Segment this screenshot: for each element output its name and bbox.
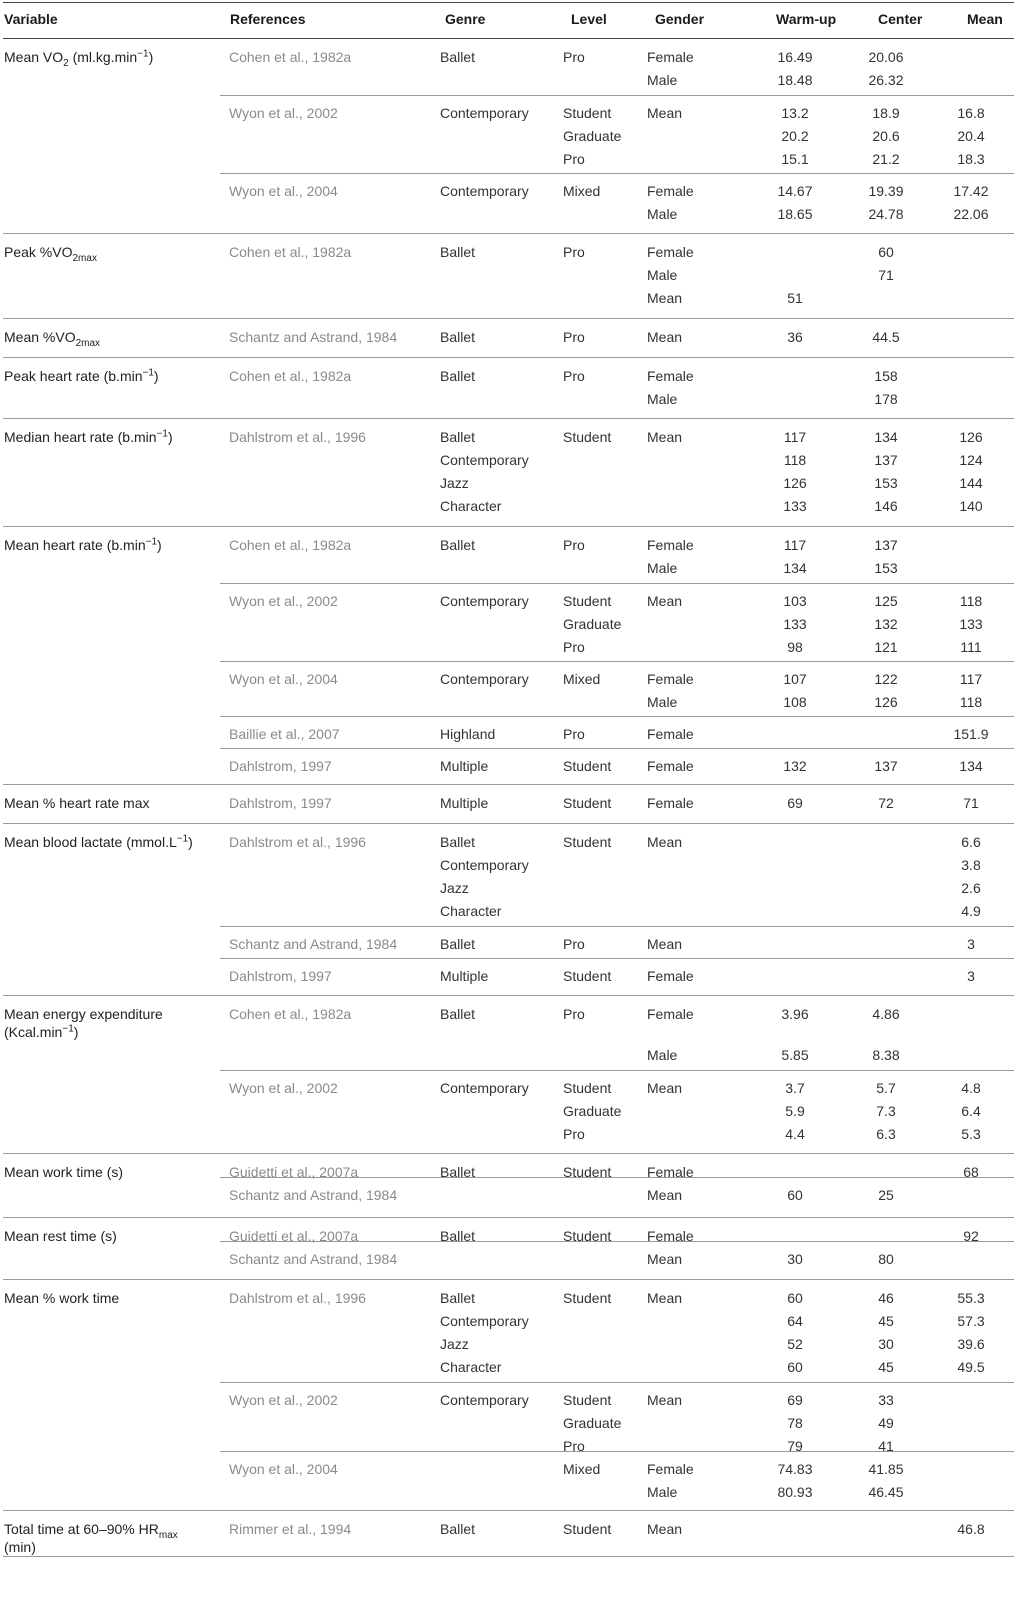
center-cell: 44.5 [872,329,900,345]
genre-cell: Ballet [440,49,476,65]
genre-cell: Contemporary [440,1392,529,1408]
center-cell: 19.39 [868,183,904,199]
warmup-cell: 98 [787,639,803,655]
warmup-cell: 5.9 [785,1103,805,1119]
variable-label: Mean work time (s) [4,1164,124,1180]
warmup-cell: 78 [787,1415,803,1431]
gender-cell: Female [647,671,694,687]
level-cell: Student [563,758,612,774]
center-cell: 122 [874,671,898,687]
genre-cell: Ballet [440,1290,476,1306]
level-cell: Student [563,1228,612,1244]
reference-cell: Dahlstrom, 1997 [229,968,332,984]
reference-cell: Schantz and Astrand, 1984 [229,329,398,345]
mean-cell: 3 [967,968,975,984]
reference-cell: Rimmer et al., 1994 [229,1521,352,1537]
gender-cell: Male [647,267,678,283]
center-cell: 125 [874,593,898,609]
warmup-cell: 74.83 [777,1461,813,1477]
gender-cell: Mean [647,429,683,445]
center-cell: 153 [874,560,898,576]
header-center: Center [878,11,923,27]
mean-cell: 133 [959,616,983,632]
level-cell: Pro [563,936,585,952]
group-divider [3,1510,1014,1511]
gender-cell: Male [647,206,678,222]
level-cell: Student [563,795,612,811]
reference-cell: Cohen et al., 1982a [229,537,352,553]
warmup-cell: 133 [783,616,807,632]
reference-cell: Schantz and Astrand, 1984 [229,1187,398,1203]
gender-cell: Mean [647,1290,683,1306]
level-cell: Pro [563,368,585,384]
gender-cell: Male [647,391,678,407]
variable-label: Mean rest time (s) [4,1228,117,1244]
reference-divider [220,1177,1014,1178]
gender-cell: Female [647,726,694,742]
warmup-cell: 69 [787,795,803,811]
genre-cell: Ballet [440,329,476,345]
center-cell: 178 [874,391,898,407]
mean-cell: 111 [960,639,982,655]
center-cell: 30 [878,1336,894,1352]
center-cell: 24.78 [868,206,904,222]
mean-cell: 71 [963,795,979,811]
gender-cell: Female [647,758,694,774]
warmup-cell: 117 [783,429,807,445]
warmup-cell: 5.85 [781,1047,809,1063]
gender-cell: Female [647,1006,694,1022]
genre-cell: Ballet [440,1521,476,1537]
gender-cell: Mean [647,329,683,345]
gender-cell: Male [647,72,678,88]
gender-cell: Mean [647,1080,683,1096]
level-cell: Pro [563,726,585,742]
genre-cell: Ballet [440,834,476,850]
warmup-cell: 52 [787,1336,803,1352]
warmup-cell: 13.2 [781,105,809,121]
center-cell: 8.38 [872,1047,900,1063]
group-divider [3,357,1014,358]
center-cell: 121 [874,639,898,655]
center-cell: 137 [874,537,898,553]
center-cell: 134 [874,429,898,445]
genre-cell: Highland [440,726,496,742]
genre-cell: Character [440,903,502,919]
genre-cell: Multiple [440,968,489,984]
level-cell: Pro [563,1006,585,1022]
genre-cell: Ballet [440,368,476,384]
warmup-cell: 18.48 [777,72,813,88]
mean-cell: 134 [959,758,983,774]
gender-cell: Female [647,1228,694,1244]
warmup-cell: 117 [783,537,807,553]
center-cell: 26.32 [868,72,904,88]
group-divider [3,418,1014,419]
gender-cell: Mean [647,834,683,850]
variable-label: Mean $\%VO_{2max}$ [4,329,101,349]
mean-cell: 124 [959,452,983,468]
center-cell: 49 [878,1415,894,1431]
warmup-cell: 60 [787,1187,803,1203]
reference-divider [220,958,1014,959]
center-cell: 21.2 [872,151,900,167]
variable-label: Mean energy expenditure $(Kcal.\min^{-1})$ [4,1006,163,1040]
gender-cell: Female [647,795,694,811]
reference-cell: Cohen et al., 1982a [229,1006,352,1022]
genre-cell: Ballet [440,1006,476,1022]
reference-divider [220,173,1014,174]
warmup-cell: 103 [783,593,807,609]
variable-label: Mean blood lactate $(mmol.L^{-1})$ [4,833,193,850]
level-cell: Student [563,1392,612,1408]
reference-cell: Wyon et al., 2004 [229,671,338,687]
level-cell: Student [563,1080,612,1096]
reference-cell: Dahlstrom, 1997 [229,758,332,774]
gender-cell: Mean [647,593,683,609]
mean-cell: 151.9 [953,726,989,742]
variable-label: Mean % work time [4,1290,120,1306]
warmup-cell: 132 [783,758,807,774]
reference-cell: Cohen et al., 1982a [229,368,352,384]
mean-cell: 4.9 [961,903,981,919]
level-cell: Student [563,105,612,121]
mean-cell: 55.3 [957,1290,985,1306]
reference-divider [220,1382,1014,1383]
mean-cell: 117 [959,671,983,687]
warmup-cell: 20.2 [781,128,809,144]
mean-cell: 18.3 [957,151,985,167]
warmup-cell: 60 [787,1290,803,1306]
warmup-cell: 126 [783,475,807,491]
warmup-cell: 108 [783,694,807,710]
table-top-rule [3,2,1014,3]
center-cell: 137 [874,758,898,774]
reference-cell: Dahlstrom, 1997 [229,795,332,811]
mean-cell: 16.8 [957,105,985,121]
center-cell: 80 [878,1251,894,1267]
group-divider [3,995,1014,996]
level-cell: Student [563,834,612,850]
group-divider [3,1153,1014,1154]
mean-cell: 49.5 [957,1359,985,1375]
mean-cell: 4.8 [961,1080,981,1096]
mean-cell: 140 [959,498,983,514]
genre-cell: Contemporary [440,857,529,873]
gender-cell: Male [647,1484,678,1500]
header-mean: Mean [967,11,1003,27]
mean-cell: 3 [967,936,975,952]
center-cell: 153 [874,475,898,491]
genre-cell: Contemporary [440,105,529,121]
gender-cell: Female [647,49,694,65]
reference-divider [220,716,1014,717]
level-cell: Pro [563,537,585,553]
gender-cell: Male [647,694,678,710]
warmup-cell: 80.93 [777,1484,813,1500]
mean-cell: 126 [959,429,983,445]
level-cell: Pro [563,1126,585,1142]
genre-cell: Multiple [440,795,489,811]
center-cell: 132 [874,616,898,632]
gender-cell: Female [647,537,694,553]
mean-cell: 6.4 [961,1103,981,1119]
genre-cell: Ballet [440,429,476,445]
center-cell: 137 [874,452,898,468]
reference-cell: Guidetti et al., 2007a [229,1228,359,1244]
warmup-cell: 107 [783,671,807,687]
genre-cell: Contemporary [440,1080,529,1096]
header-variable: Variable [4,11,58,27]
level-cell: Mixed [563,671,601,687]
mean-cell: 92 [963,1228,979,1244]
mean-cell: 17.42 [953,183,989,199]
center-cell: 25 [878,1187,894,1203]
center-cell: 72 [878,795,894,811]
mean-cell: 20.4 [957,128,985,144]
genre-cell: Jazz [440,1336,469,1352]
level-cell: Graduate [563,1103,622,1119]
reference-cell: Wyon et al., 2002 [229,593,338,609]
reference-cell: Dahlstrom et al., 1996 [229,429,366,445]
center-cell: 158 [874,368,898,384]
genre-cell: Contemporary [440,593,529,609]
group-divider [3,784,1014,785]
center-cell: 4.86 [872,1006,900,1022]
center-cell: 45 [878,1313,894,1329]
mean-cell: 2.6 [961,880,981,896]
reference-cell: Wyon et al., 2004 [229,1461,338,1477]
gender-cell: Female [647,244,694,260]
warmup-cell: 3.96 [781,1006,809,1022]
warmup-cell: 64 [787,1313,803,1329]
warmup-cell: 15.1 [781,151,809,167]
gender-cell: Mean [647,290,683,306]
mean-cell: 57.3 [957,1313,985,1329]
group-divider [3,1217,1014,1218]
gender-cell: Mean [647,1392,683,1408]
level-cell: Graduate [563,1415,622,1431]
variable-label: Total time at 60–90% $HR_{max}$ (min) [4,1521,178,1555]
reference-divider [220,95,1014,96]
genre-cell: Jazz [440,880,469,896]
reference-cell: Wyon et al., 2002 [229,1080,338,1096]
reference-divider [220,926,1014,927]
gender-cell: Female [647,968,694,984]
mean-cell: 46.8 [957,1521,985,1537]
genre-cell: Multiple [440,758,489,774]
center-cell: 20.06 [868,49,904,65]
variable-label: Peak heart rate $(b.\min^{-1})$ [4,367,159,384]
mean-cell: 144 [959,475,983,491]
reference-divider [220,661,1014,662]
reference-cell: Baillie et al., 2007 [229,726,340,742]
level-cell: Pro [563,244,585,260]
level-cell: Student [563,1521,612,1537]
center-cell: 33 [878,1392,894,1408]
center-cell: 20.6 [872,128,900,144]
center-cell: 5.7 [876,1080,896,1096]
gender-cell: Female [647,368,694,384]
level-cell: Student [563,968,612,984]
genre-cell: Contemporary [440,183,529,199]
level-cell: Student [563,1164,612,1180]
level-cell: Mixed [563,1461,601,1477]
center-cell: 46.45 [868,1484,904,1500]
variable-label: Mean % heart rate max [4,795,150,811]
genre-cell: Contemporary [440,1313,529,1329]
mean-cell: 39.6 [957,1336,985,1352]
genre-cell: Contemporary [440,452,529,468]
reference-cell: Dahlstrom et al., 1996 [229,1290,366,1306]
center-cell: 6.3 [876,1126,896,1142]
level-cell: Graduate [563,128,622,144]
center-cell: 71 [878,267,894,283]
gender-cell: Male [647,560,678,576]
warmup-cell: 18.65 [777,206,813,222]
warmup-cell: 51 [787,290,803,306]
mean-cell: 3.8 [961,857,981,873]
reference-cell: Wyon et al., 2002 [229,1392,338,1408]
group-divider [3,233,1014,234]
center-cell: 60 [878,244,894,260]
genre-cell: Character [440,498,502,514]
gender-cell: Male [647,1047,678,1063]
center-cell: 7.3 [876,1103,896,1119]
group-divider [3,318,1014,319]
genre-cell: Ballet [440,936,476,952]
gender-cell: Female [647,1164,694,1180]
reference-cell: Wyon et al., 2002 [229,105,338,121]
reference-cell: Wyon et al., 2004 [229,183,338,199]
gender-cell: Female [647,1461,694,1477]
level-cell: Pro [563,49,585,65]
genre-cell: Contemporary [440,671,529,687]
mean-cell: 68 [963,1164,979,1180]
variable-label: Mean $VO_2$ $(ml.kg.\min^{-1})$ [4,48,154,69]
level-cell: Student [563,593,612,609]
mean-cell: 5.3 [961,1126,981,1142]
reference-cell: Schantz and Astrand, 1984 [229,936,398,952]
header-level: Level [571,11,607,27]
warmup-cell: 16.49 [777,49,813,65]
mean-cell: 22.06 [953,206,989,222]
mean-cell: 6.6 [961,834,981,850]
warmup-cell: 118 [783,452,807,468]
reference-cell: Cohen et al., 1982a [229,49,352,65]
center-cell: 41.85 [868,1461,904,1477]
level-cell: Graduate [563,616,622,632]
header-references: References [230,11,306,27]
group-divider [3,526,1014,527]
gender-cell: Mean [647,936,683,952]
level-cell: Student [563,1290,612,1306]
center-cell: 126 [874,694,898,710]
warmup-cell: 69 [787,1392,803,1408]
center-cell: 41 [878,1438,894,1454]
gender-cell: Mean [647,105,683,121]
reference-cell: Cohen et al., 1982a [229,244,352,260]
center-cell: 46 [878,1290,894,1306]
warmup-cell: 30 [787,1251,803,1267]
level-cell: Pro [563,151,585,167]
header-warmup: Warm-up [776,11,837,27]
warmup-cell: 60 [787,1359,803,1375]
level-cell: Mixed [563,183,601,199]
center-cell: 146 [874,498,898,514]
genre-cell: Ballet [440,1228,476,1244]
warmup-cell: 14.67 [777,183,813,199]
genre-cell: Ballet [440,244,476,260]
level-cell: Pro [563,639,585,655]
warmup-cell: 79 [787,1438,803,1454]
warmup-cell: 134 [783,560,807,576]
group-divider [3,1279,1014,1280]
reference-divider [220,748,1014,749]
genre-cell: Character [440,1359,502,1375]
header-rule [3,38,1014,39]
mean-cell: 118 [959,593,983,609]
header-genre: Genre [445,11,486,27]
gender-cell: Female [647,183,694,199]
genre-cell: Ballet [440,537,476,553]
variable-label: Peak $\%VO_{2max}$ [4,244,97,264]
reference-cell: Guidetti et al., 2007a [229,1164,359,1180]
center-cell: 18.9 [872,105,900,121]
reference-divider [220,1070,1014,1071]
center-cell: 45 [878,1359,894,1375]
reference-cell: Schantz and Astrand, 1984 [229,1251,398,1267]
warmup-cell: 36 [787,329,803,345]
genre-cell: Ballet [440,1164,476,1180]
gender-cell: Mean [647,1187,683,1203]
variable-label: Median heart rate $(b.\min^{-1})$ [4,428,173,445]
reference-cell: Dahlstrom et al., 1996 [229,834,366,850]
table-bottom-rule [3,1556,1014,1557]
reference-divider [220,1451,1014,1452]
warmup-cell: 133 [783,498,807,514]
warmup-cell: 4.4 [785,1126,805,1142]
gender-cell: Mean [647,1251,683,1267]
variable-label: Mean heart rate $(b.\min^{-1})$ [4,536,162,553]
reference-divider [220,1241,1014,1242]
reference-divider [220,583,1014,584]
level-cell: Pro [563,1438,585,1454]
level-cell: Pro [563,329,585,345]
gender-cell: Mean [647,1521,683,1537]
group-divider [3,823,1014,824]
mean-cell: 118 [959,694,983,710]
header-gender: Gender [655,11,705,27]
genre-cell: Jazz [440,475,469,491]
warmup-cell: 3.7 [785,1080,805,1096]
level-cell: Student [563,429,612,445]
